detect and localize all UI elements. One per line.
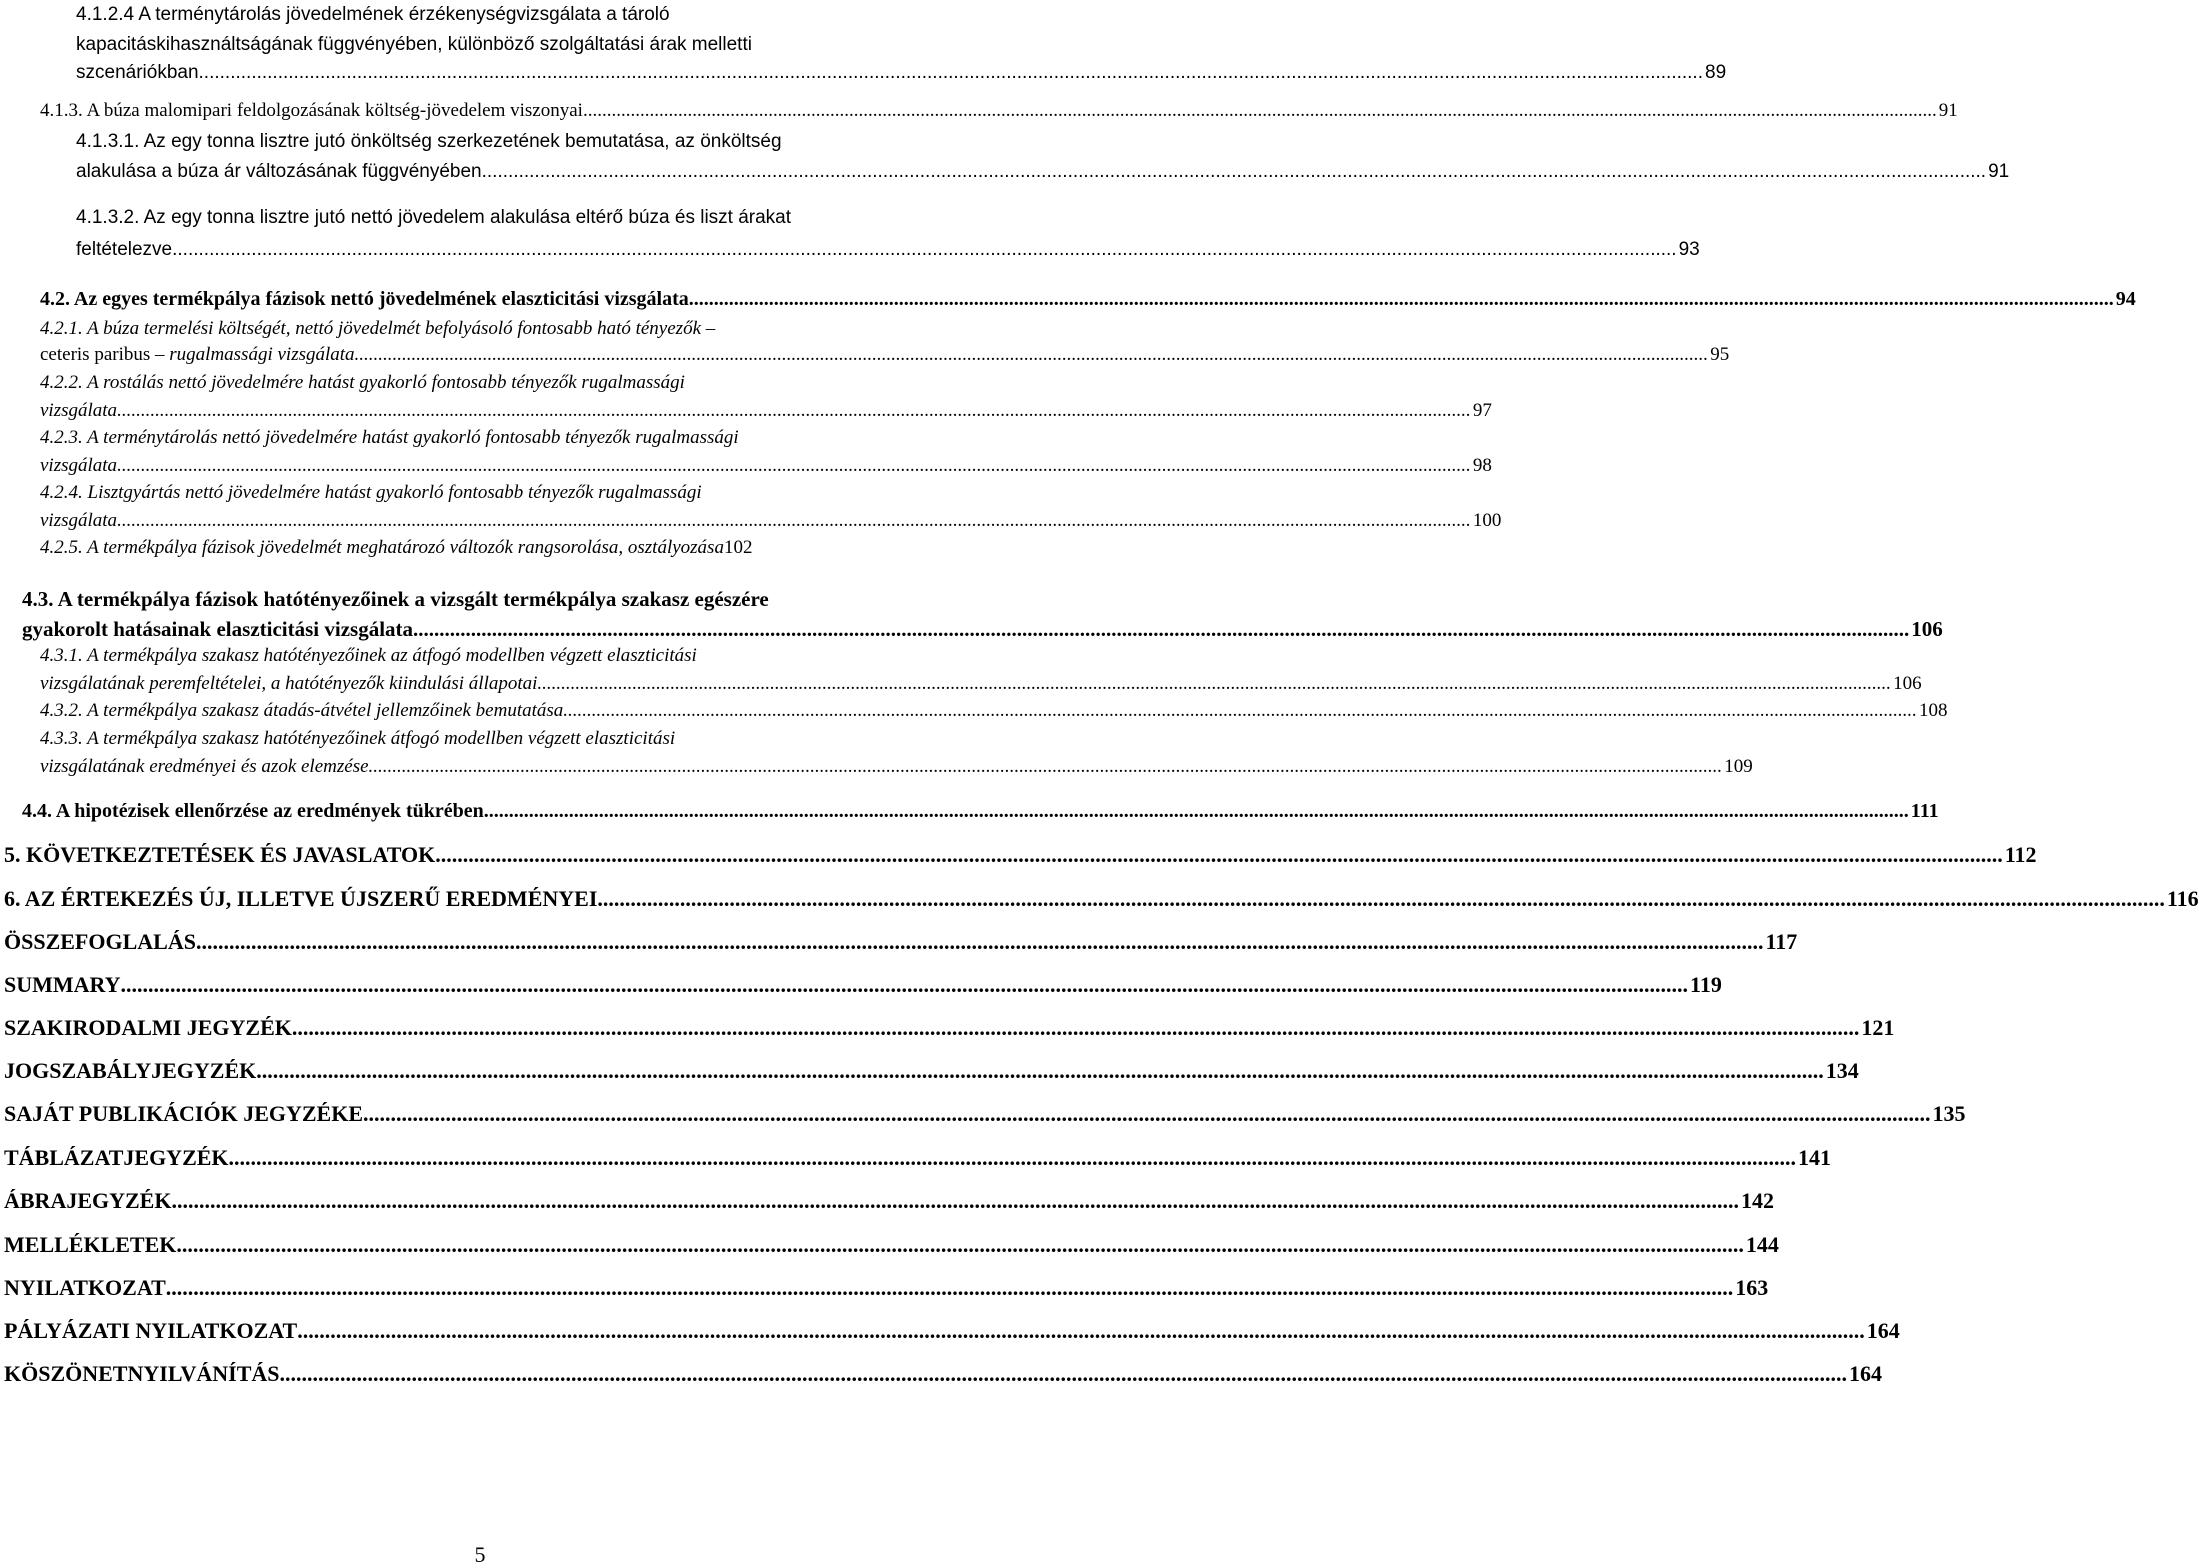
leader-dots — [117, 455, 1471, 477]
toc-entry-text: feltételezve — [76, 239, 173, 260]
toc-entry-text: vizsgálata — [40, 510, 118, 531]
toc-page-number: 95 — [1710, 344, 1730, 365]
toc-entry-text: szcenáriókban — [76, 62, 199, 83]
toc-page-number: 94 — [2115, 288, 2136, 310]
toc-entry-text: vizsgálatának eredményei és azok elemzése — [40, 756, 369, 777]
toc-entry-text: 4.2. Az egyes termékpálya fázisok nettó jövedelmének elaszticitási vizsgálata — [40, 288, 689, 310]
toc-entry-text: kapacitáskihasználtságának függvényében, különböző szolgáltatási árak melletti — [76, 34, 752, 55]
toc-entry-text: ÁBRAJEGYZÉK — [4, 1188, 172, 1213]
toc-entry-text: 4.2.1. A búza termelési költségét, nettó jövedelmét befolyásoló fontosabb ható tényezők – — [40, 318, 716, 339]
leader-dots — [172, 239, 1676, 261]
leader-dots — [256, 1058, 1824, 1084]
toc-page-number: 144 — [1745, 1232, 1779, 1257]
toc-entry-text: 4.3.2. A termékpálya szakasz átadás-átvétel jellemzőinek bemutatása — [40, 700, 564, 721]
leader-dots — [563, 700, 1917, 722]
leader-dots — [484, 800, 1909, 823]
toc-entry-text: SUMMARY — [4, 972, 121, 997]
leader-dots — [537, 673, 1891, 695]
toc-entry-text: 4.1.3.2. Az egy tonna lisztre jutó nettó jövedelem alakulása eltérő búza és liszt árakat — [76, 207, 792, 228]
toc-page-number: 164 — [1849, 1361, 1882, 1386]
toc-entry-text: SAJÁT PUBLIKÁCIÓK JEGYZÉKE — [4, 1101, 364, 1126]
toc-entry-text: 6. AZ ÉRTEKEZÉS ÚJ, ILLETVE ÚJSZERŰ EREDMÉNYEI — [4, 886, 598, 911]
toc-entry-text: alakulása a búza ár változásának függvényében — [76, 161, 482, 182]
toc-page-number: 164 — [1866, 1318, 1900, 1343]
leader-dots — [117, 400, 1471, 422]
toc-page-number: 91 — [1988, 161, 2010, 182]
toc-entry-text: 4.3.1. A termékpálya szakasz hatótényezőinek az átfogó modellben végzett elaszticitási — [40, 645, 697, 666]
leader-dots — [689, 288, 2114, 311]
leader-dots — [355, 344, 1709, 366]
toc-page-number: 97 — [1472, 400, 1492, 421]
leader-dots — [369, 756, 1723, 778]
toc-entry-text: ceteris paribus — [40, 344, 151, 365]
page-number: 5 — [474, 1542, 486, 1567]
leader-dots — [597, 886, 2165, 912]
toc-entry-text: 4.2.5. A termékpálya fázisok jövedelmét meghatározó változók rangsorolása, osztályozása — [40, 537, 724, 558]
toc-entry-text: 4.2.4. Lisztgyártás nettó jövedelmére hatást gyakorló fontosabb tényezők rugalmassági — [40, 482, 702, 503]
toc-entry-text: SZAKIRODALMI JEGYZÉK — [4, 1015, 292, 1040]
leader-dots — [280, 1361, 1848, 1387]
leader-dots — [199, 62, 1703, 84]
toc-entry-text: PÁLYÁZATI NYILATKOZAT — [4, 1318, 298, 1343]
toc-page-number: 100 — [1472, 510, 1502, 531]
leader-dots — [117, 510, 1471, 532]
toc-page-number: 102 — [723, 537, 753, 558]
leader-dots — [413, 617, 1909, 642]
toc-page-number: 108 — [1919, 700, 1948, 721]
toc-page-number: 109 — [1724, 756, 1753, 777]
toc-entry-text: 4.2.2. A rostálás nettó jövedelmére hatást gyakorló fontosabb tényezők rugalmassági — [40, 372, 685, 393]
toc-entry-text: ÖSSZEFOGLALÁS — [4, 929, 196, 954]
toc-entry-text: JOGSZABÁLYJEGYZÉK — [4, 1058, 257, 1083]
leader-dots — [229, 1145, 1797, 1171]
leader-dots — [435, 842, 2003, 868]
toc-entry-text: 4.4. A hipotézisek ellenőrzése az eredmények tükrében — [22, 800, 484, 822]
toc-entry-text: 4.1.2.4 A terménytárolás jövedelmének érzékenységvizsgálata a tároló — [76, 4, 670, 25]
toc-page-number: 141 — [1798, 1145, 1832, 1170]
leader-dots — [363, 1101, 1931, 1127]
toc-page-number: 142 — [1740, 1188, 1774, 1213]
toc-entry-text: 5. KÖVETKEZTETÉSEK ÉS JAVASLATOK — [4, 842, 436, 867]
leader-dots — [196, 929, 1764, 955]
toc-entry-text: TÁBLÁZATJEGYZÉK — [4, 1145, 229, 1170]
toc-page-number: 163 — [1735, 1275, 1769, 1300]
toc-entry-text: – rugalmassági vizsgálata — [150, 344, 355, 365]
toc-entry-text: 4.3. A termékpálya fázisok hatótényezőinek a vizsgált termékpálya szakasz egészére — [22, 587, 769, 611]
toc-page-number: 93 — [1678, 239, 1700, 260]
leader-dots — [166, 1275, 1734, 1301]
leader-dots — [171, 1188, 1739, 1214]
toc-page-number: 89 — [1705, 62, 1727, 83]
toc-entry-text: 4.2.3. A terménytárolás nettó jövedelmére hatást gyakorló fontosabb tényezők rugalmassági — [40, 427, 739, 448]
toc-entry-text: MELLÉKLETEK — [4, 1232, 177, 1257]
leader-dots — [482, 161, 1986, 183]
toc-page-number: 91 — [1938, 100, 1958, 121]
toc-entry-text: vizsgálata — [40, 400, 118, 421]
toc-page-number: 112 — [2004, 842, 2037, 867]
toc-page-number: 106 — [1911, 617, 1943, 641]
toc-entry-text: 4.1.3.1. Az egy tonna lisztre jutó önköltség szerkezetének bemutatása, az önköltség — [76, 131, 782, 152]
toc-entry-text: NYILATKOZAT — [4, 1275, 166, 1300]
leader-dots — [583, 100, 1937, 122]
toc-page-number: 121 — [1861, 1015, 1895, 1040]
toc-page-number: 134 — [1825, 1058, 1859, 1083]
leader-dots — [292, 1015, 1860, 1041]
leader-dots — [297, 1318, 1865, 1344]
toc-page-number: 98 — [1472, 455, 1492, 476]
toc-page-number: 111 — [1910, 800, 1939, 822]
toc-page-number: 106 — [1893, 673, 1922, 694]
toc-entry-text: KÖSZÖNETNYILVÁNÍTÁS — [4, 1361, 280, 1386]
toc-page-number: 135 — [1932, 1101, 1966, 1126]
toc-entry-text: gyakorolt hatásainak elaszticitási vizsgálata — [22, 617, 414, 641]
toc-page-number: 119 — [1690, 972, 1722, 997]
toc-entry-text: 4.1.3. A búza malomipari feldolgozásának költség-jövedelem viszonyai — [40, 100, 583, 121]
toc-page-number: 117 — [1765, 929, 1798, 954]
toc-entry-text: 4.3.3. A termékpálya szakasz hatótényezőinek átfogó modellben végzett elaszticitási — [40, 728, 676, 749]
leader-dots — [121, 972, 1689, 998]
toc-entry-text: vizsgálatának peremfeltételei, a hatótényezők kiindulási állapotai — [40, 673, 538, 694]
toc-entry-text: vizsgálata — [40, 455, 118, 476]
leader-dots — [176, 1232, 1744, 1258]
toc-page-number: 116 — [2166, 886, 2199, 911]
